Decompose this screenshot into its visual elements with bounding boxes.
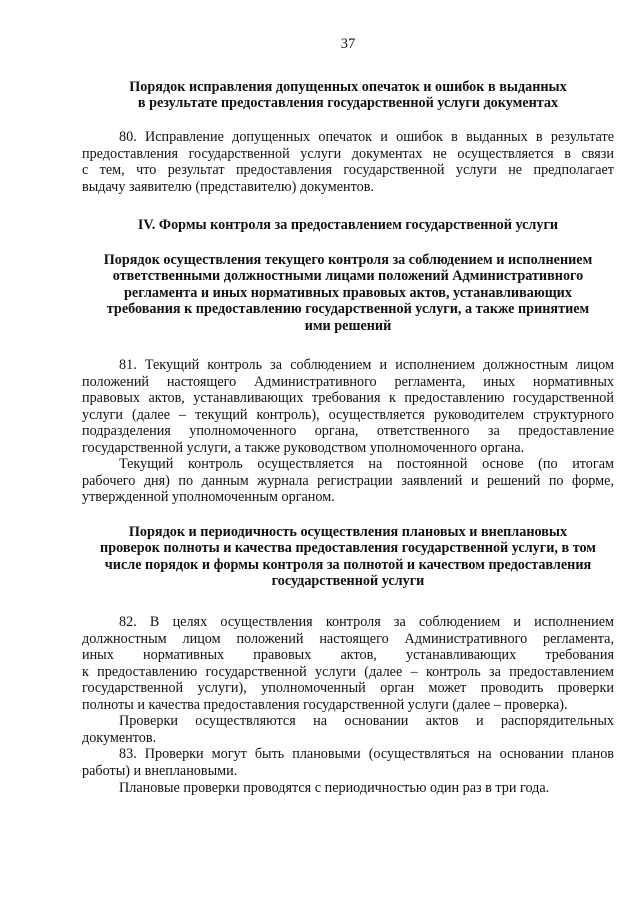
paragraph-line: утвержденной уполномоченным органом. bbox=[82, 489, 335, 505]
paragraph-80 bbox=[82, 129, 614, 195]
paragraph-line: документов. bbox=[82, 729, 157, 746]
paragraph-line: государственной услуги), уполномоченный орган может проводить проверки bbox=[82, 680, 614, 696]
paragraph-line: государственной услуги, а также руководством уполномоченного органа. bbox=[82, 439, 525, 456]
paragraph-line: 81. Текущий контроль за соблюдением и исполнением должностным лицом bbox=[119, 357, 614, 373]
paragraph-line: 83. Проверки могут быть плановыми (осуществляться на основании планов bbox=[119, 746, 614, 762]
paragraph-line: должностным лицом положений настоящего Административного регламента, bbox=[82, 630, 614, 647]
paragraph-line: полноты и качества предоставления государственной услуги (далее – проверка). bbox=[82, 696, 568, 713]
paragraph-line: 82. В целях осуществления контроля за соблюдением и исполнением bbox=[119, 614, 614, 630]
paragraph-line: подразделения уполномоченного органа, ответственного за предоставление bbox=[82, 423, 614, 439]
paragraph-line: правовых актов, устанавливающих требования к предоставлению государственной bbox=[82, 390, 614, 406]
heading-line: регламента и иных нормативных правовых актов, устанавливающих bbox=[124, 284, 572, 301]
paragraph-line: положений настоящего Административного регламента, иных нормативных bbox=[82, 373, 614, 390]
heading-line: в результате предоставления государственной услуги документах bbox=[137, 95, 559, 112]
heading-line: числе порядок и формы контроля за полнотой и качеством предоставления bbox=[104, 556, 592, 573]
heading-error-correction bbox=[82, 79, 614, 112]
heading-planned-inspections bbox=[82, 524, 614, 590]
heading-line: Порядок исправления допущенных опечаток и ошибок в выданных bbox=[129, 79, 567, 95]
paragraph-line: к предоставлению государственной услуги (далее – контроль за предоставлением bbox=[82, 663, 614, 680]
heading-section-iv bbox=[82, 217, 614, 233]
paragraph-line: Текущий контроль осуществляется на постоянной основе (по итогам bbox=[119, 456, 614, 472]
paragraph-82 bbox=[82, 614, 614, 713]
paragraph-81-continued bbox=[82, 456, 614, 506]
heading-line: Порядок осуществления текущего контроля за соблюдением и исполнением bbox=[103, 252, 593, 268]
heading-current-control bbox=[82, 252, 614, 334]
paragraph-83 bbox=[82, 746, 614, 779]
paragraph-line: Плановые проверки проводятся с периодичностью один раз в три года. bbox=[119, 780, 550, 796]
heading-line: ими решений bbox=[304, 317, 392, 334]
paragraph-line: выдачу заявителю (представителю) документов. bbox=[82, 178, 374, 195]
paragraph-line: предоставления государственной услуги документах не осуществляется в связи bbox=[82, 145, 614, 162]
paragraph-line: иных нормативных правовых актов, устанавливающих требования bbox=[82, 647, 614, 663]
paragraph-line: рабочего дня) по данным журнала регистрации заявлений и решений по форме, bbox=[82, 472, 614, 489]
paragraph-83-continued bbox=[82, 780, 614, 797]
heading-line: Порядок и периодичность осуществления плановых и внеплановых bbox=[128, 524, 568, 540]
heading-line: требования к предоставлению государственной услуги, а также принятием bbox=[106, 301, 590, 318]
heading-line: проверок полноты и качества предоставления государственной услуги, в том bbox=[100, 540, 596, 557]
paragraph-line: работы) и внеплановыми. bbox=[82, 762, 238, 779]
paragraph-line: 80. Исправление допущенных опечаток и ошибок в выданных в результате bbox=[119, 129, 614, 145]
paragraph-81 bbox=[82, 357, 614, 456]
paragraph-line: с тем, что результат предоставления государственной услуги не предполагает bbox=[82, 162, 614, 178]
paragraph-line: услуги (далее – текущий контроль), осуществляется руководителем структурного bbox=[82, 406, 614, 423]
page-number: 37 bbox=[340, 36, 356, 52]
paragraph-line: Проверки осуществляются на основании актов и распорядительных bbox=[119, 713, 614, 729]
paragraph-82-continued bbox=[82, 713, 614, 746]
heading-line: ответственными должностными лицами положений Административного bbox=[112, 268, 584, 285]
heading-line: IV. Формы контроля за предоставлением государственной услуги bbox=[137, 217, 559, 233]
heading-line: государственной услуги bbox=[271, 573, 425, 590]
